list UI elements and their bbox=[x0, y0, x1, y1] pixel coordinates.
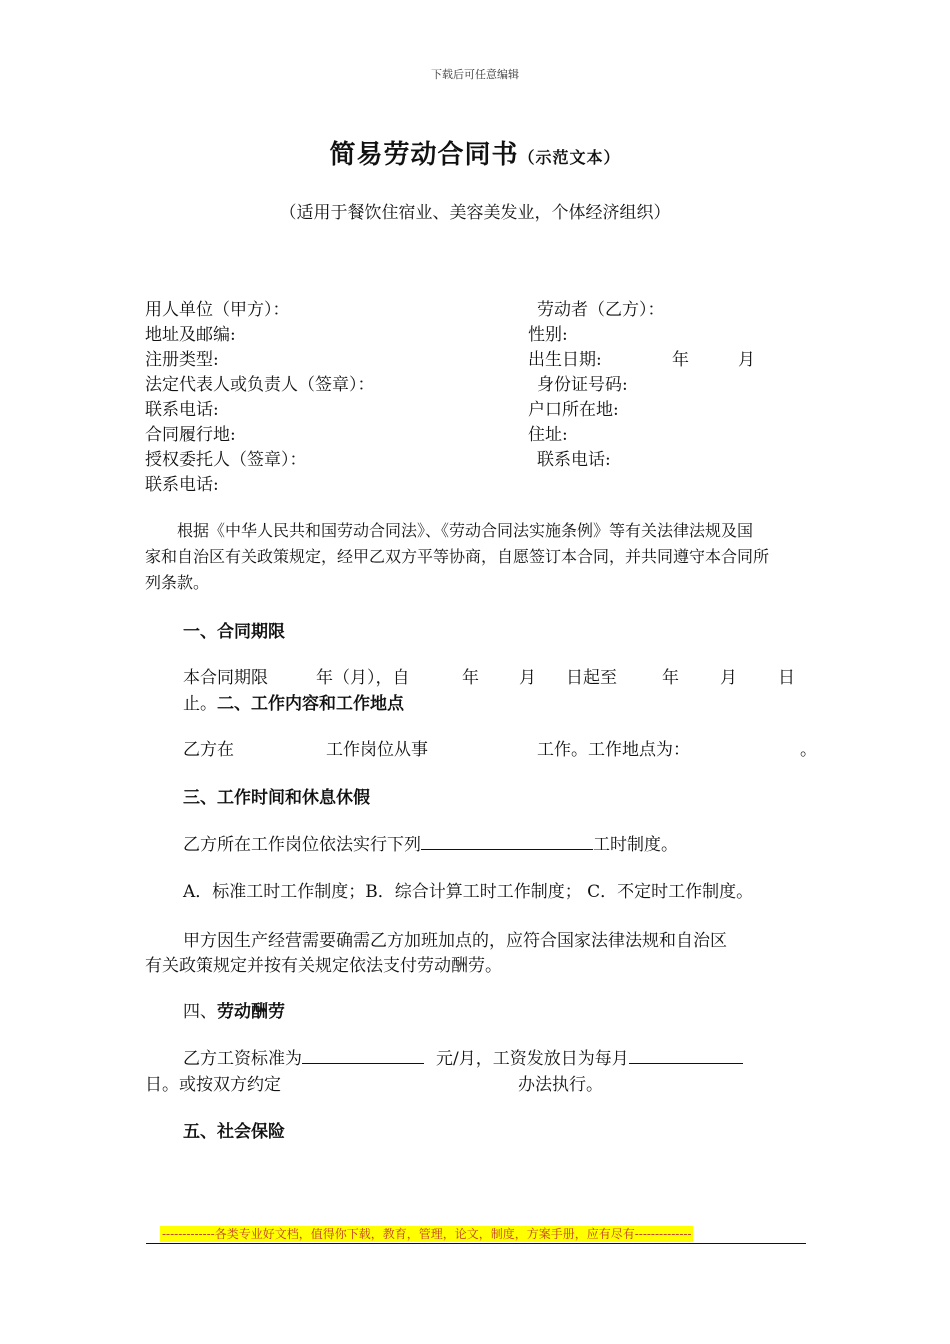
party-b-phone: 联系电话: bbox=[537, 450, 611, 470]
s2-b: 工作岗位从事 bbox=[326, 740, 428, 760]
title-main: 简易劳动合同书 bbox=[329, 140, 519, 170]
preamble-line-1: 根据《中华人民共和国劳动合同法》、《劳动合同法实施条例》等有关法律法规及国 bbox=[177, 521, 754, 540]
s1-f: 年 bbox=[662, 668, 679, 688]
party-a-employer: 用人单位（甲方）： bbox=[145, 300, 290, 320]
section-4-heading bbox=[183, 997, 285, 1022]
s2-c: 工作。工作地点为： bbox=[537, 740, 690, 760]
s1-c: 年 bbox=[462, 668, 479, 688]
party-b-address: 住址: bbox=[528, 425, 568, 445]
s4-d: 办法执行。 bbox=[518, 1075, 603, 1095]
title-sub: （示范文本） bbox=[518, 148, 621, 167]
section-2-title: 二、工作内容和工作地点 bbox=[217, 694, 404, 714]
s4-b: 元/月，工资发放日为每月 bbox=[436, 1049, 629, 1069]
s4-line-1 bbox=[183, 1044, 743, 1069]
header-note: 下载后可任意编辑 bbox=[431, 68, 519, 81]
pay-day-blank bbox=[629, 1046, 743, 1064]
s3-p3-a: 甲方因生产经营需要确需乙方加班加点的，应符合国家法律法规和自治区 bbox=[183, 931, 727, 951]
party-b-hukou: 户口所在地: bbox=[528, 400, 619, 420]
s2-a: 乙方在 bbox=[183, 740, 234, 760]
s4-a: 乙方工资标准为 bbox=[183, 1049, 302, 1069]
preamble-line-2: 家和自治区有关政策规定，经甲乙双方平等协商，自愿签订本合同，并共同遵守本合同所 bbox=[145, 547, 770, 566]
party-b-worker: 劳动者（乙方）： bbox=[537, 300, 665, 320]
party-a-place: 合同履行地: bbox=[145, 425, 236, 445]
party-b-birth-year: 年 bbox=[672, 350, 689, 370]
party-a-agent: 授权委托人（签章）： bbox=[145, 450, 307, 470]
preamble-line-3: 列条款。 bbox=[145, 573, 210, 592]
party-b-birth-month: 月 bbox=[738, 350, 755, 370]
s1-b: 年（月），自 bbox=[316, 668, 410, 688]
party-a-phone: 联系电话: bbox=[145, 400, 219, 420]
party-b-id: 身份证号码: bbox=[537, 375, 628, 395]
footer-rule bbox=[146, 1243, 806, 1244]
s3-p2: A．标准工时工作制度；B．综合计算工时工作制度； C．不定时工作制度。 bbox=[183, 882, 754, 902]
section-1-title: 一、合同期限 bbox=[183, 622, 285, 642]
s3-p1-a: 乙方所在工作岗位依法实行下列 bbox=[183, 835, 421, 855]
s2-end: 。 bbox=[800, 740, 817, 760]
s3-p1 bbox=[183, 830, 678, 855]
s1-d: 月 bbox=[519, 668, 536, 688]
s1-end bbox=[183, 689, 404, 714]
footer-banner: -------------各类专业好文档，值得你下载，教育，管理，论文，制度，方案手册，应有尽有-------------- bbox=[162, 1227, 692, 1241]
party-b-gender: 性别: bbox=[528, 325, 568, 345]
party-a-reg-type: 注册类型: bbox=[145, 350, 219, 370]
work-hours-blank bbox=[421, 832, 593, 850]
s1-end-text: 止。 bbox=[183, 694, 217, 714]
s4-prefix: 四、 bbox=[183, 1002, 217, 1022]
section-3-title: 三、工作时间和休息休假 bbox=[183, 788, 370, 808]
s1-e: 日起至 bbox=[566, 668, 617, 688]
document-subtitle: （适用于餐饮住宿业、美容美发业，个体经济组织） bbox=[279, 203, 671, 223]
party-a-legal-rep: 法定代表人或负责人（签章）： bbox=[145, 375, 375, 395]
section-5-title: 五、社会保险 bbox=[183, 1122, 285, 1142]
party-a-agent-phone: 联系电话: bbox=[145, 475, 219, 495]
wage-blank bbox=[302, 1046, 424, 1064]
s1-g: 月 bbox=[720, 668, 737, 688]
s3-p3-b: 有关政策规定并按有关规定依法支付劳动酬劳。 bbox=[145, 956, 502, 976]
party-a-address: 地址及邮编: bbox=[145, 325, 236, 345]
s1-h: 日 bbox=[778, 668, 795, 688]
party-b-birth: 出生日期: bbox=[528, 350, 602, 370]
s3-p1-b: 工时制度。 bbox=[593, 835, 678, 855]
document-title bbox=[0, 134, 950, 171]
s1-a: 本合同期限 bbox=[183, 668, 268, 688]
section-4-title: 劳动酬劳 bbox=[217, 1002, 285, 1022]
s4-c: 日。或按双方约定 bbox=[145, 1075, 281, 1095]
